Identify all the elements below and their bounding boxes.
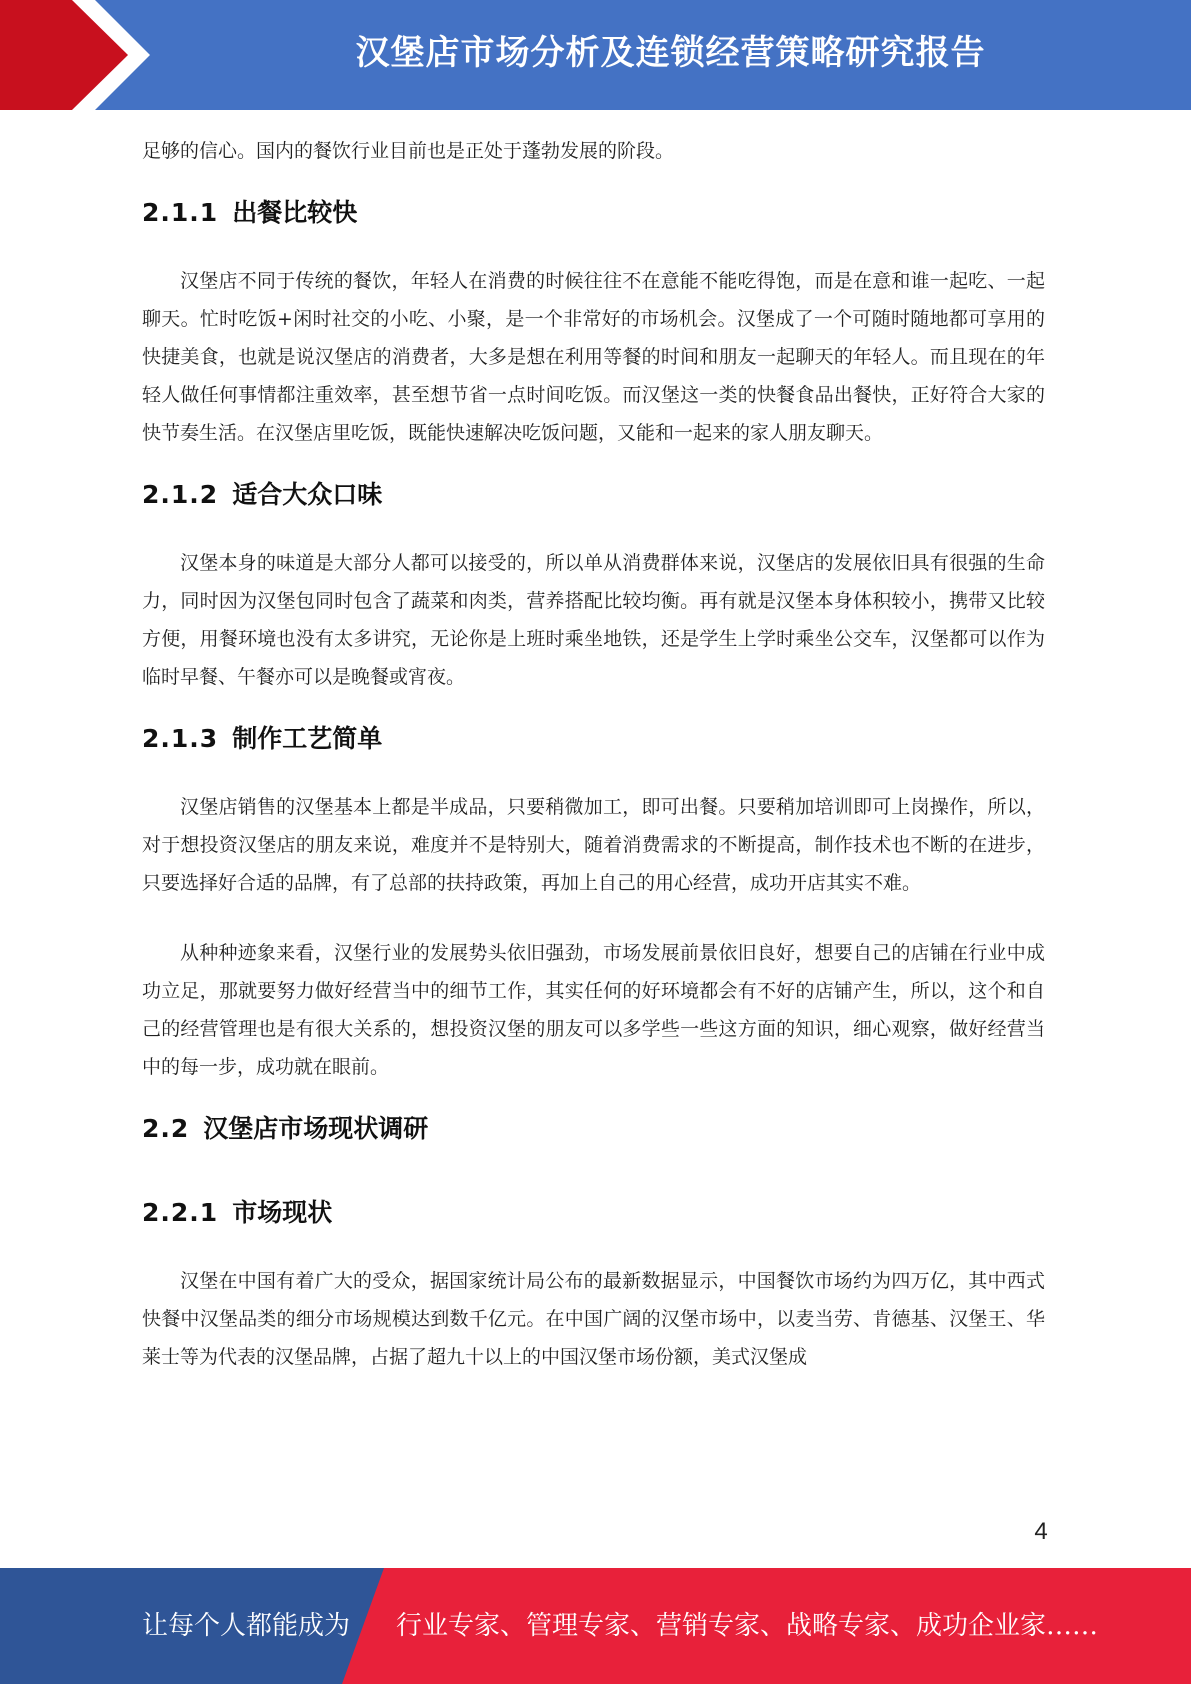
section-heading-2-1-3 <box>142 722 1045 756</box>
report-title: 汉堡店市场分析及连锁经营策略研究报告 <box>355 33 986 73</box>
section-number: 2.1.1 <box>142 198 219 227</box>
section-number: 2.1.3 <box>142 724 219 753</box>
section-number: 2.2.1 <box>142 1198 219 1227</box>
section-number: 2.2 <box>142 1114 190 1143</box>
section-title: 出餐比较快 <box>232 198 358 227</box>
section-number: 2.1.2 <box>142 480 219 509</box>
section-heading-2-1-2 <box>142 478 1045 512</box>
section-title: 市场现状 <box>232 1198 333 1227</box>
section-title: 制作工艺简单 <box>232 724 383 753</box>
section-title: 汉堡店市场现状调研 <box>203 1114 429 1143</box>
footer-band <box>0 1568 1191 1684</box>
document-body <box>142 132 1045 1376</box>
chevron-logo-icon <box>0 0 160 110</box>
paragraph: 从种种迹象来看，汉堡行业的发展势头依旧强劲，市场发展前景依旧良好，想要自己的店铺在行业中成功立足，那就要努力做好经营当中的细节工作，其实任何的好环境都会有不好的店铺产生，所以，这个和自己的经营管理也是有很大关系的，想投资汉堡的朋友可以多学些一些这方面的知识，细心观察，做好经营当中的每一步，成功就在眼前。 <box>142 942 1045 1078</box>
section-title: 适合大众口味 <box>232 480 383 509</box>
footer-slogan-right: 行业专家、管理专家、营销专家、战略专家、成功企业家…… <box>396 1611 1099 1641</box>
paragraph: 汉堡本身的味道是大部分人都可以接受的，所以单从消费群体来说，汉堡店的发展依旧具有很强的生命力，同时因为汉堡包同时包含了蔬菜和肉类，营养搭配比较均衡。再有就是汉堡本身体积较小，携带又比较方便，用餐环境也没有太多讲究，无论你是上班时乘坐地铁，还是学生上学时乘坐公交车，汉堡都可以作为临时早餐、午餐亦可以是晚餐或宵夜。 <box>142 552 1045 688</box>
section-heading-2-2-1 <box>142 1196 1045 1230</box>
paragraph-intro-tail: 足够的信心。国内的餐饮行业目前也是正处于蓬勃发展的阶段。 <box>142 140 675 162</box>
section-heading-2-2 <box>142 1112 1045 1146</box>
footer-slogan-left: 让每个人都能成为 <box>142 1611 351 1641</box>
page-number: 4 <box>1034 1518 1048 1545</box>
paragraph: 汉堡店销售的汉堡基本上都是半成品，只要稍微加工，即可出餐。只要稍加培训即可上岗操作，所以，对于想投资汉堡店的朋友来说，难度并不是特别大，随着消费需求的不断提高，制作技术也不断的在进步，只要选择好合适的品牌，有了总部的扶持政策，再加上自己的用心经营，成功开店其实不难。 <box>142 796 1045 894</box>
header-band <box>0 0 1191 110</box>
paragraph: 汉堡店不同于传统的餐饮，年轻人在消费的时候往往不在意能不能吃得饱，而是在意和谁一起吃、一起聊天。忙时吃饭+闲时社交的小吃、小聚，是一个非常好的市场机会。汉堡成了一个可随时随地都可享用的快捷美食，也就是说汉堡店的消费者，大多是想在利用等餐的时间和朋友一起聊天的年轻人。而且现在的年轻人做任何事情都注重效率，甚至想节省一点时间吃饭。而汉堡这一类的快餐食品出餐快，正好符合大家的快节奏生活。在汉堡店里吃饭，既能快速解决吃饭问题，又能和一起来的家人朋友聊天。 <box>142 270 1045 444</box>
paragraph: 汉堡在中国有着广大的受众，据国家统计局公布的最新数据显示，中国餐饮市场约为四万亿，其中西式快餐中汉堡品类的细分市场规模达到数千亿元。在中国广阔的汉堡市场中，以麦当劳、肯德基、汉堡王、华莱士等为代表的汉堡品牌，占据了超九十以上的中国汉堡市场份额，美式汉堡成 <box>142 1270 1045 1368</box>
section-heading-2-1-1 <box>142 196 1045 230</box>
